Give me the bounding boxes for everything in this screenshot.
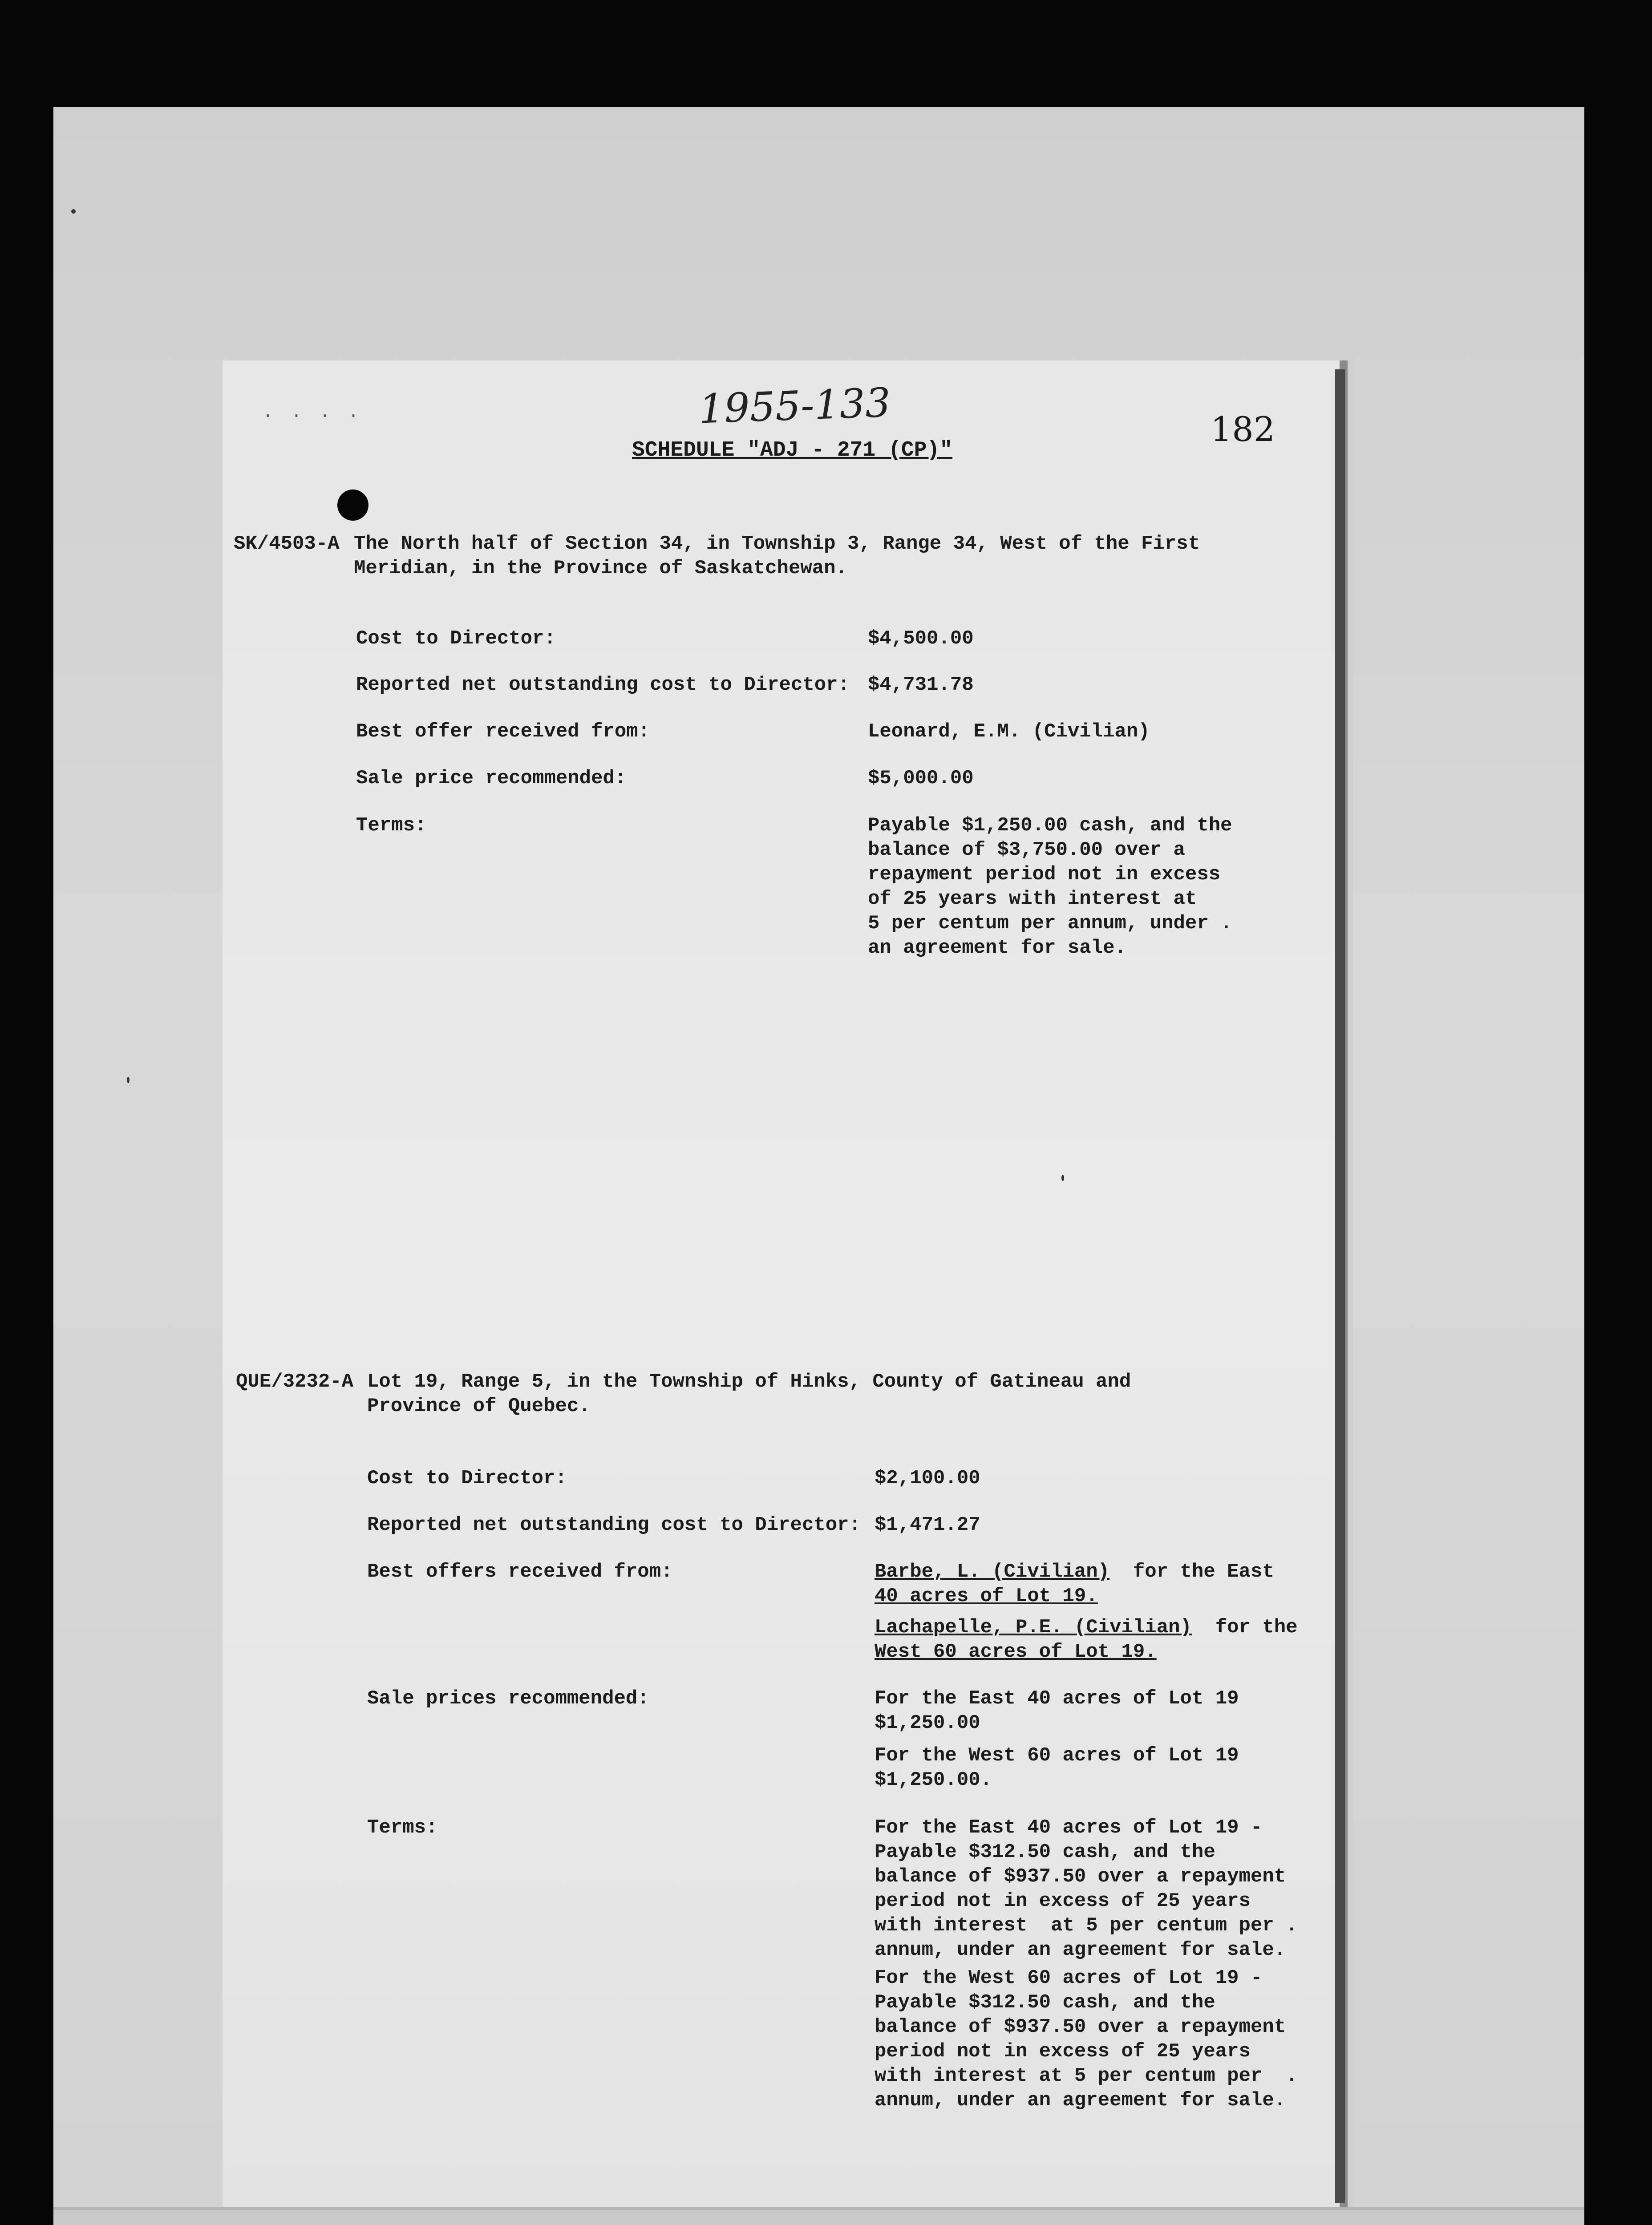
- entry2-price2-line1: For the West 60 acres of Lot 19: [875, 1744, 1239, 1767]
- entry2-cost-value: $2,100.00: [875, 1467, 980, 1489]
- entry2-terms2-line: balance of $937.50 over a repayment: [875, 2016, 1286, 2038]
- entry1-net-cost-label: Reported net outstanding cost to Director:: [356, 674, 850, 696]
- entry2-terms-label: Terms:: [367, 1816, 438, 1839]
- entry2-terms1-line: annum, under an agreement for sale.: [875, 1939, 1286, 1961]
- page-edge-shadow: [1335, 369, 1345, 2203]
- entry2-offer1-line2: 40 acres of Lot 19.: [875, 1585, 1098, 1607]
- entry2-terms1-line: balance of $937.50 over a repayment: [875, 1865, 1286, 1888]
- entry2-prices-label: Sale prices recommended:: [367, 1687, 649, 1710]
- entry1-net-cost-value: $4,731.78: [868, 674, 974, 696]
- entry1-terms-line: an agreement for sale.: [868, 937, 1126, 959]
- entry2-price1-line2: $1,250.00: [875, 1712, 980, 1734]
- entry2-terms1-line: period not in excess of 25 years: [875, 1890, 1251, 1912]
- entry1-terms-line: repayment period not in excess: [868, 863, 1221, 886]
- entry2-offers-label: Best offers received from:: [367, 1561, 673, 1583]
- entry1-price-value: $5,000.00: [868, 767, 974, 789]
- entry2-price1-line1: For the East 40 acres of Lot 19: [875, 1687, 1239, 1710]
- entry1-terms-line: of 25 years with interest at: [868, 888, 1197, 910]
- entry2-description-line1: Lot 19, Range 5, in the Township of Hinks, County of Gatineau and: [367, 1371, 1131, 1393]
- entry1-offer-value: Leonard, E.M. (Civilian): [868, 720, 1150, 743]
- entry2-net-cost-label: Reported net outstanding cost to Director:: [367, 1514, 861, 1536]
- scan-speck: [71, 209, 76, 214]
- schedule-title: SCHEDULE "ADJ - 271 (CP)": [632, 438, 953, 462]
- scan-speck: [1061, 1175, 1064, 1181]
- entry2-offer2-name: Lachapelle, P.E. (Civilian): [875, 1616, 1192, 1638]
- backing-lower-strip: [53, 2207, 1584, 2225]
- entry2-terms1-line: For the East 40 acres of Lot 19 -: [875, 1816, 1263, 1839]
- entry2-terms1-line: Payable $312.50 cash, and the: [875, 1841, 1215, 1863]
- entry2-offer1-tail: for the East: [1133, 1561, 1274, 1583]
- entry1-offer-label: Best offer received from:: [356, 720, 650, 743]
- entry1-description-line1: The North half of Section 34, in Township 3, Range 34, West of the First: [354, 533, 1200, 555]
- entry1-cost-value: $4,500.00: [868, 627, 974, 650]
- entry1-terms-line: 5 per centum per annum, under .: [868, 912, 1232, 934]
- entry2-terms2-line: with interest at 5 per centum per .: [875, 2065, 1298, 2087]
- entry2-offer1: [875, 1560, 1274, 1584]
- entry2-offer2: [875, 1615, 1298, 1640]
- corner-dots: . . . .: [263, 403, 363, 423]
- entry2-offer1-name: Barbe, L. (Civilian): [875, 1561, 1110, 1583]
- entry1-file-number: SK/4503-A: [234, 533, 340, 555]
- punch-hole: [337, 490, 368, 521]
- entry2-file-number: QUE/3232-A: [236, 1371, 354, 1393]
- entry2-cost-label: Cost to Director:: [367, 1467, 567, 1489]
- entry1-terms-label: Terms:: [356, 814, 427, 837]
- entry2-terms2-line: Payable $312.50 cash, and the: [875, 1991, 1215, 2014]
- entry2-description-line2: Province of Quebec.: [367, 1395, 591, 1417]
- handwritten-reference: 1955-133: [698, 379, 891, 433]
- entry1-price-label: Sale price recommended:: [356, 767, 627, 789]
- scan-speck: [127, 1077, 130, 1083]
- entry1-description-line2: Meridian, in the Province of Saskatchewan.: [354, 557, 847, 579]
- entry2-price2-line2: $1,250.00.: [875, 1769, 992, 1791]
- entry2-terms1-line: with interest at 5 per centum per .: [875, 1914, 1298, 1937]
- entry2-offer2-line2: West 60 acres of Lot 19.: [875, 1641, 1157, 1663]
- entry1-terms-line: Payable $1,250.00 cash, and the: [868, 814, 1232, 837]
- page-number: 182: [1211, 409, 1275, 449]
- entry1-cost-label: Cost to Director:: [356, 627, 556, 650]
- entry2-terms2-line: For the West 60 acres of Lot 19 -: [875, 1967, 1263, 1989]
- entry2-net-cost-value: $1,471.27: [875, 1514, 980, 1536]
- entry2-terms2-line: period not in excess of 25 years: [875, 2040, 1251, 2063]
- entry2-terms2-line: annum, under an agreement for sale.: [875, 2089, 1286, 2112]
- entry2-offer2-tail: for the: [1215, 1616, 1298, 1638]
- entry1-terms-line: balance of $3,750.00 over a: [868, 839, 1185, 861]
